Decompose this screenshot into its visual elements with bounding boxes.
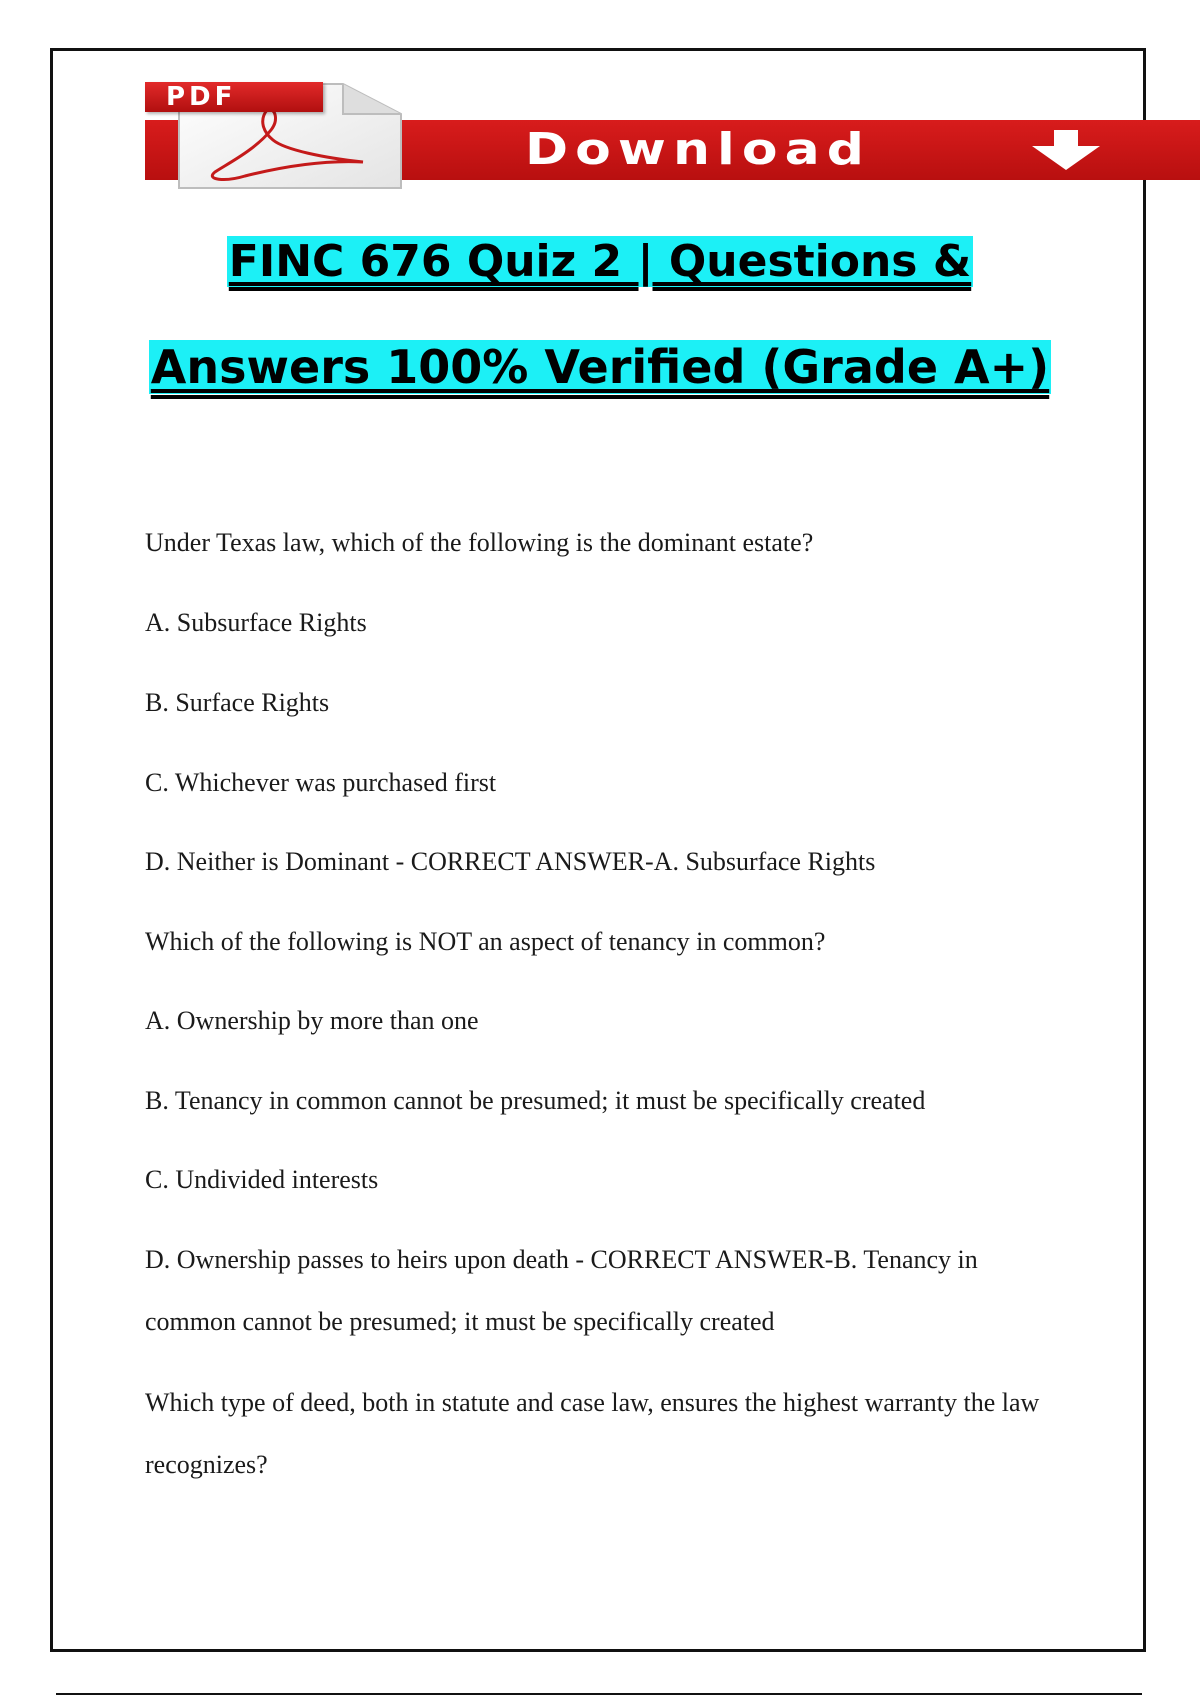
answer-option: C. Undivided interests [145, 1165, 379, 1194]
question-2: Which of the following is NOT an aspect of tenancy in common? [145, 927, 826, 956]
title-line1-text: FINC 676 Quiz 2 | Questions & [228, 236, 972, 287]
answer-option: B. Surface Rights [145, 688, 330, 717]
download-label[interactable]: Download [525, 124, 872, 175]
answer-option: A. Ownership by more than one [145, 1006, 479, 1035]
answer-option-with-correct-answer: D. Neither is Dominant - CORRECT ANSWER-A. Subsurface Rights [145, 847, 876, 876]
title-line2-text: Answers 100% Verified (Grade A+) [150, 340, 1050, 394]
pdf-label: PDF [166, 82, 237, 112]
answer-option: A. Subsurface Rights [145, 608, 367, 637]
download-arrow-icon[interactable] [1028, 128, 1104, 172]
answer-option-with-correct-answer: D. Ownership passes to heirs upon death - CORRECT ANSWER-B. Tenancy in common cannot be presumed; it must be specifically created [145, 1245, 978, 1336]
question-3: Which type of deed, both in statute and case law, ensures the highest warranty the law recognizes? [145, 1388, 1040, 1479]
question-1: Under Texas law, which of the following is the dominant estate? [145, 528, 814, 557]
document-title-line2 [0, 340, 1200, 394]
bottom-rule [56, 1693, 1142, 1695]
answer-option: B. Tenancy in common cannot be presumed; it must be specifically created [145, 1086, 926, 1115]
document-title-line1 [0, 236, 1200, 287]
answer-option: C. Whichever was purchased first [145, 768, 497, 797]
